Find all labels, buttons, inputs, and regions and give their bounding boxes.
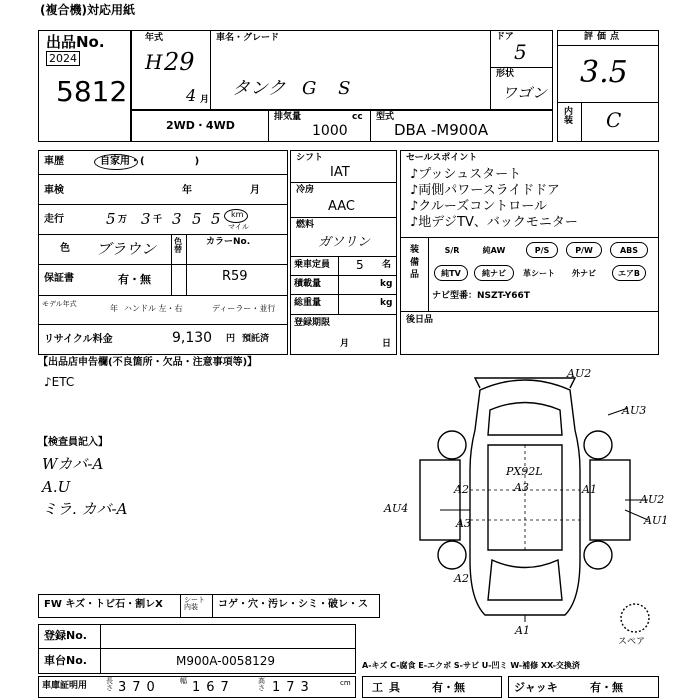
equip-leather: 革シート — [523, 268, 555, 278]
cert-height: 173 — [272, 680, 315, 695]
weight-unit: kg — [380, 298, 393, 308]
equip-ps: P/S — [526, 242, 558, 258]
shape-value: ワゴン — [502, 84, 548, 102]
cert-length: 370 — [118, 680, 161, 695]
equip-aw: 純AW — [482, 245, 506, 255]
mileage-tens: 5 — [192, 210, 202, 228]
year-label: 年式 — [145, 33, 164, 43]
equip-navi: 純ナビ — [474, 265, 514, 281]
cert-width: 167 — [192, 680, 235, 695]
mileage-hundreds: 3 — [172, 210, 182, 228]
capacity-label: 乗車定員 — [294, 260, 331, 270]
doors-label: ドア — [496, 32, 514, 42]
lot-number: 5812 — [56, 75, 128, 108]
fw-seat: シート内装 — [184, 596, 205, 611]
capacity-value: 5 — [356, 258, 364, 272]
car-grade: G S — [302, 78, 359, 99]
history-label: 車歴 — [44, 156, 64, 167]
mileage-sen: 3 — [141, 210, 151, 228]
inspector-note-2: A.U — [42, 478, 71, 496]
cert-width-label: 幅 — [180, 677, 187, 685]
navi-model: ナビ型番：NSZT-Y66T — [432, 291, 530, 301]
cert-label: 車庫証明用 — [42, 681, 88, 691]
term-day: 日 — [382, 339, 392, 349]
cert-length-label: 長さ — [106, 677, 113, 692]
model-year-year: 年 — [110, 304, 118, 313]
year-month-unit: 月 — [200, 95, 210, 105]
cert-cm: cm — [340, 679, 351, 687]
model-value: DBA -M900A — [394, 121, 489, 139]
equip-pw: P/W — [566, 242, 602, 258]
diag-label-au2-top: AU2 — [567, 367, 592, 380]
displacement-value: 1000 — [312, 123, 348, 139]
fuel-value: ガソリン — [318, 235, 371, 250]
inspection-label: 車検 — [44, 185, 64, 196]
drive-value: 2WD・4WD — [166, 119, 235, 132]
fuel-label: 燃料 — [296, 220, 315, 230]
sales-item-1: ♪プッシュスタート — [410, 167, 522, 182]
chassis-value: M900A-0058129 — [176, 654, 275, 668]
diag-label-a3-center: A3 — [514, 481, 529, 494]
lot-label: 出品No. — [46, 33, 105, 51]
weight-label: 総重量 — [294, 298, 322, 308]
cert-height-label: 高さ — [258, 677, 265, 692]
shift-label: シフト — [296, 153, 324, 163]
chassis-label: 車台No. — [44, 654, 87, 667]
jack-label: ジャッキ — [514, 681, 558, 694]
diag-label-a2-bottom: A2 — [454, 572, 469, 585]
mileage-ones: 5 — [211, 210, 221, 228]
diag-label-au4: AU4 — [384, 502, 409, 515]
fw-text: FW キズ・トビ石・割レX — [44, 599, 163, 610]
model-label: 型式 — [376, 112, 395, 122]
recycle-value: 9,130 — [172, 330, 213, 346]
history-value: 自家用・( ) — [100, 156, 200, 167]
inspector-note-1: Wカバ-A — [42, 455, 104, 473]
year-month: 4 — [186, 86, 197, 105]
term-month: 月 — [340, 339, 350, 349]
equipment-label: 装備品 — [410, 245, 420, 281]
car-name: タンク — [232, 78, 286, 99]
diag-label-au1: AU1 — [644, 514, 669, 527]
load-label: 積載量 — [294, 279, 322, 289]
color-change-label: 色替 — [174, 237, 182, 254]
inspector-note-3: ミラ. カバ-A — [42, 500, 128, 518]
diag-label-au2-right: AU2 — [640, 493, 665, 506]
sales-item-4: ♪地デジTV、バックモニター — [410, 215, 578, 230]
shape-label: 形状 — [496, 69, 515, 79]
mileage-label: 走行 — [44, 214, 64, 225]
declaration-value: ♪ETC — [44, 375, 75, 389]
inspector-label: 【検査員記入】 — [38, 437, 108, 448]
tools-value: 有・無 — [432, 681, 465, 694]
car-damage-diagram — [380, 360, 670, 640]
term-label: 登録期限 — [294, 318, 331, 328]
capacity-unit: 名 — [382, 260, 392, 270]
interior-value: C — [606, 108, 622, 132]
shift-value: IAT — [330, 165, 350, 180]
equip-airbag: エアB — [612, 265, 646, 281]
year-era: H — [145, 50, 163, 74]
jack-value: 有・無 — [590, 681, 623, 694]
year-value: 29 — [164, 48, 195, 76]
tools-label: 工具 — [372, 681, 406, 694]
recycle-label: リサイクル料金 — [44, 334, 113, 345]
model-year-dealer: ディーラー・並行 — [212, 304, 276, 313]
form-header: (複合機)対応用紙 — [40, 3, 135, 17]
diag-label-px92l: PX92L — [506, 465, 543, 478]
mileage-sen-unit: 千 — [153, 215, 163, 225]
load-unit: kg — [380, 279, 393, 289]
sales-item-2: ♪両側パワースライドドア — [410, 183, 560, 198]
diag-label-a3-left: A3 — [456, 517, 471, 530]
color-code: R59 — [222, 269, 248, 284]
warranty-value: 有・無 — [118, 273, 151, 286]
equip-ext-navi: 外ナビ — [572, 268, 596, 278]
inspection-year: 年 — [182, 185, 192, 196]
fw-rest: コゲ・穴・汚レ・シミ・破レ・ス — [218, 599, 368, 610]
doors-value: 5 — [514, 40, 527, 64]
model-year-handle: ハンドル 左・右 — [124, 304, 183, 313]
recycle-unit: 円 — [226, 334, 236, 344]
inspection-month: 月 — [250, 185, 260, 196]
displacement-label: 排気量 — [274, 112, 302, 122]
ac-value: AAC — [328, 199, 355, 214]
car-label: 車名・グレード — [216, 33, 280, 43]
recycle-deposit: 預託済 — [242, 334, 270, 344]
diag-label-a2-left: A2 — [454, 483, 469, 496]
diag-label-a1-right: A1 — [582, 483, 597, 496]
declaration-label: 【出品店申告欄(不良箇所・欠品・注意事項等)】 — [38, 357, 258, 368]
mileage-km: km — [231, 210, 244, 219]
sales-item-3: ♪クルーズコントロール — [410, 199, 547, 214]
equip-tv: 純TV — [434, 265, 468, 281]
grade-score: 3.5 — [580, 55, 628, 90]
warranty-label: 保証書 — [44, 273, 74, 284]
reg-no-label: 登録No. — [44, 629, 87, 642]
model-year-label: モデル年式 — [42, 300, 77, 308]
spare-label: スペア — [618, 637, 646, 647]
ac-label: 冷房 — [296, 185, 315, 195]
diag-label-au3: AU3 — [622, 404, 647, 417]
diag-label-a1-bottom: A1 — [515, 624, 530, 637]
mileage-man-unit: 万 — [118, 215, 128, 225]
damage-legend: A-キズ C-腐食 E-エクボ S-サビ U-凹ミ W-補修 XX-交換済 — [362, 661, 580, 670]
color-value: ブラウン — [96, 240, 157, 258]
equip-abs: ABS — [610, 242, 648, 258]
interior-label: 内装 — [564, 107, 574, 126]
aftermarket-label: 後日品 — [406, 315, 434, 325]
mileage-man: 5 — [106, 210, 116, 228]
grade-label: 評価点 — [584, 32, 624, 42]
displacement-unit: cc — [352, 112, 363, 122]
color-code-label: カラーNo. — [206, 237, 251, 247]
color-label: 色 — [60, 243, 70, 254]
sales-label: セールスポイント — [406, 153, 478, 163]
lot-stamp: 2024 — [46, 51, 80, 66]
equip-sr: S/R — [444, 245, 460, 255]
mileage-mile: マイル — [228, 223, 249, 231]
